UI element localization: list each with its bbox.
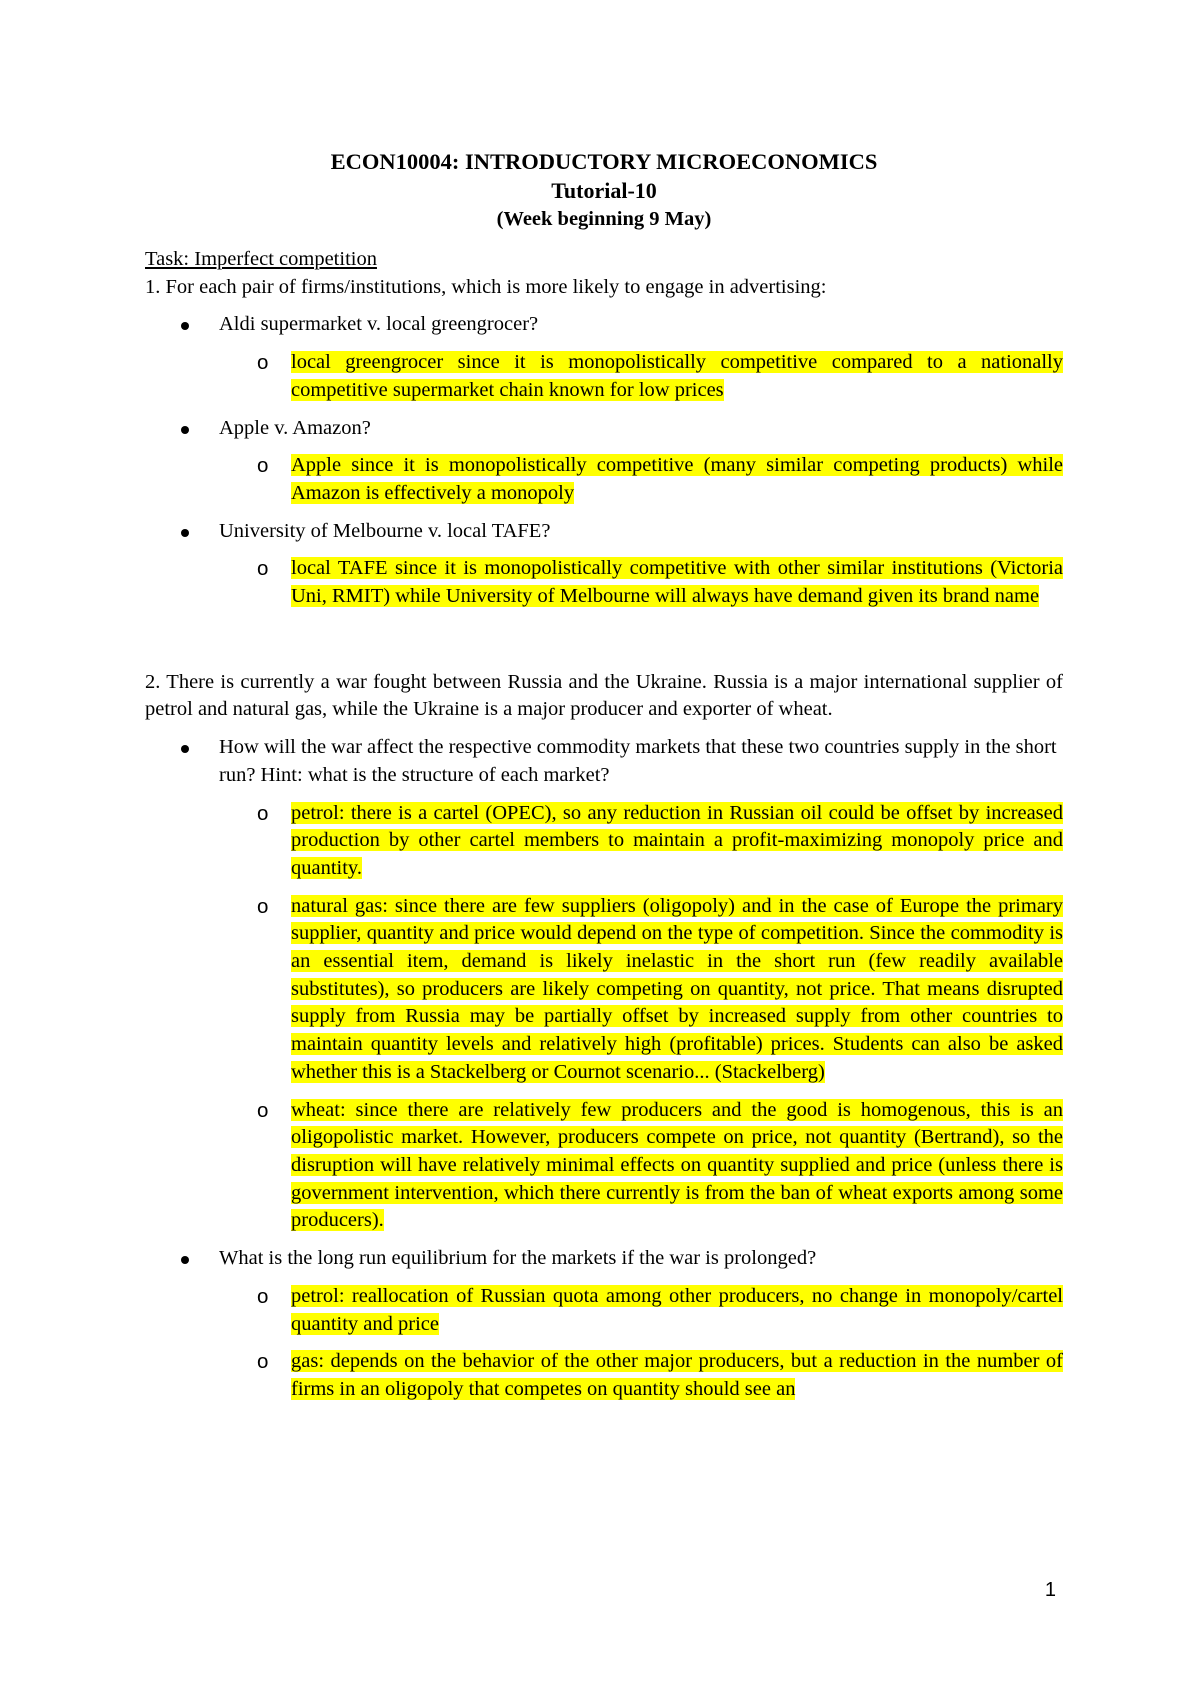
highlighted-answer: natural gas: since there are few suppliers (oligopoly) and in the case of Europe the primary supplier, quantity and price would depend on the type of competition. Since the commodity is an essential item, demand is likely inelastic in the short run (few readily available substitutes), so producers are likely competing on quantity, not price. That means disrupted supply from Russia may be partially offset by increased supply from other countries to maintain quantity levels and relatively high (profitable) prices. Students can also be asked whether this is a Stackelberg or Cournot scenario... (Stackelberg)	[291, 894, 1063, 1083]
circle-bullet-icon: o	[257, 801, 269, 825]
circle-bullet-icon: o	[257, 894, 269, 918]
answer-list	[219, 1283, 1063, 1404]
bullet-icon	[181, 322, 189, 330]
list-item	[145, 1245, 1063, 1404]
list-item	[145, 311, 1063, 404]
answer-item	[145, 893, 1063, 1087]
answer-item	[145, 555, 1063, 610]
answer-item	[145, 800, 1063, 883]
highlighted-answer: local greengrocer since it is monopolistically competitive compared to a nationally competitive supermarket chain known for low prices	[291, 351, 1063, 401]
circle-bullet-icon: o	[257, 1350, 269, 1374]
list-item	[145, 518, 1063, 611]
bullet-icon	[181, 529, 189, 537]
circle-bullet-icon: o	[257, 1284, 269, 1308]
tutorial-number: Tutorial-10	[551, 178, 657, 203]
answer-item	[145, 349, 1063, 404]
answer-list	[219, 349, 1063, 404]
sub-question: How will the war affect the respective commodity markets that these two countries supply in the short run? Hint: what is the structure of each market?	[219, 736, 1057, 786]
highlighted-answer: petrol: there is a cartel (OPEC), so any reduction in Russian oil could be offset by increased production by other cartel members to maintain a profit-maximizing monopoly price and quantity.	[291, 801, 1063, 879]
answer-item	[145, 1283, 1063, 1338]
question-2-prompt: 2. There is currently a war fought between Russia and the Ukraine. Russia is a major international supplier of petrol and natural gas, while the Ukraine is a major producer and exporter of wheat.	[145, 670, 1063, 721]
highlighted-answer: wheat: since there are relatively few producers and the good is homogenous, this is an oligopolistic market. However, producers compete on price, not quantity (Bertrand), so the disruption will have relatively minimal effects on quantity supplied and price (unless there is government intervention, which there currently is from the ban of wheat exports among some producers).	[291, 1098, 1063, 1232]
bullet-icon	[181, 426, 189, 434]
highlighted-answer: Apple since it is monopolistically competitive (many similar competing products) while Amazon is effectively a monopoly	[291, 454, 1063, 504]
circle-bullet-icon: o	[257, 1098, 269, 1122]
sub-question: University of Melbourne v. local TAFE?	[219, 519, 551, 542]
circle-bullet-icon: o	[257, 557, 269, 581]
question-1-list	[145, 311, 1063, 610]
page-number: 1	[1044, 1579, 1056, 1601]
list-item	[145, 415, 1063, 508]
document-title: ECON10004: INTRODUCTORY MICROECONOMICS	[330, 149, 878, 174]
question-1-prompt: 1. For each pair of firms/institutions, which is more likely to engage in advertising:	[145, 275, 827, 298]
circle-bullet-icon: o	[257, 454, 269, 478]
sub-question: Aldi supermarket v. local greengrocer?	[219, 313, 539, 336]
answer-list	[219, 800, 1063, 1236]
answer-item	[145, 1097, 1063, 1236]
circle-bullet-icon: o	[257, 351, 269, 375]
bullet-icon	[181, 745, 189, 753]
answer-item	[145, 452, 1063, 507]
week-label: (Week beginning 9 May)	[496, 208, 712, 230]
highlighted-answer: gas: depends on the behavior of the other major producers, but a reduction in the number of firms in an oligopoly that competes on quantity should see an	[291, 1350, 1063, 1400]
answer-item	[145, 1348, 1063, 1403]
highlighted-answer: local TAFE since it is monopolistically competitive with other similar institutions (Victoria Uni, RMIT) while University of Melbourne will always have demand given its brand name	[291, 557, 1063, 608]
list-item	[145, 734, 1063, 1235]
answer-list	[219, 452, 1063, 507]
highlighted-answer: petrol: reallocation of Russian quota among other producers, no change in monopoly/cartel quantity and price	[291, 1284, 1063, 1335]
question-2-list	[145, 734, 1063, 1403]
sub-question: What is the long run equilibrium for the markets if the war is prolonged?	[219, 1247, 817, 1270]
task-heading: Task: Imperfect competition	[145, 248, 377, 270]
sub-question: Apple v. Amazon?	[219, 416, 371, 439]
bullet-icon	[181, 1256, 189, 1264]
answer-list	[219, 555, 1063, 610]
